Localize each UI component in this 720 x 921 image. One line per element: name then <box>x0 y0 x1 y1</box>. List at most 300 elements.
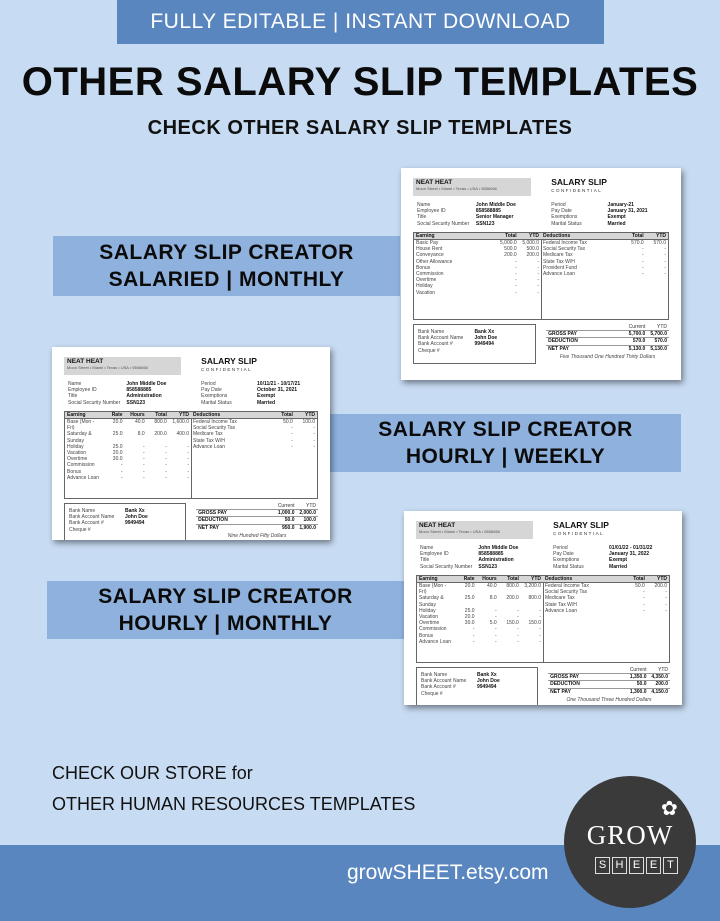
slip-title: SALARY SLIP <box>553 520 609 530</box>
cell: - <box>665 589 667 596</box>
cell: 570.0 <box>631 240 644 246</box>
pay-info <box>553 545 665 570</box>
label-line1: SALARY SLIP CREATOR <box>99 241 354 264</box>
slip-preview-hourly-monthly <box>404 511 682 705</box>
cell: - <box>165 443 167 450</box>
cell: - <box>537 289 539 296</box>
logo-letter: T <box>663 857 678 874</box>
table-row <box>65 475 191 481</box>
total-row <box>546 337 669 344</box>
field-label: Cheque # <box>418 347 440 354</box>
earnings-table <box>65 412 192 498</box>
field-label: Exemptions <box>201 393 228 400</box>
cell: - <box>165 450 167 457</box>
column-header: Deductions <box>545 576 573 582</box>
field-label: Social Security Number <box>68 399 121 406</box>
column-header: YTD <box>306 503 316 509</box>
field-label: Pay Date <box>551 208 572 215</box>
slip-title: SALARY SLIP <box>201 356 257 366</box>
table-header <box>548 667 670 673</box>
cell: Advance Loan <box>545 607 577 614</box>
cell: - <box>472 638 475 645</box>
earnings-table <box>417 576 544 662</box>
field-label: Title <box>420 557 430 564</box>
field-label: Bank Account # <box>69 520 104 527</box>
field-label: Bank Name <box>421 672 448 678</box>
cell: 200.0 <box>506 595 519 602</box>
cell: - <box>291 431 293 438</box>
field-label: Period <box>551 202 566 208</box>
cell: 200.0 <box>154 431 167 438</box>
cell: 400.0 <box>176 431 189 438</box>
cell: 40.0 <box>134 419 145 425</box>
cell: - <box>643 607 645 614</box>
field-value: John Doe <box>124 514 148 521</box>
pay-info <box>551 202 664 227</box>
field-value: 9949494 <box>124 520 145 527</box>
field-label: Employee ID <box>417 208 446 215</box>
column-header: Deductions <box>193 412 221 418</box>
employee-info <box>420 545 537 570</box>
table-header <box>414 233 541 240</box>
field-label: Bank Account # <box>421 684 456 691</box>
field-value: Senior Manager <box>475 214 514 221</box>
table-row <box>65 419 191 431</box>
cell: State Tax W/H <box>193 437 225 444</box>
column-header: Earning <box>416 233 435 239</box>
table-header <box>196 503 318 509</box>
cell: Base (Mon - Fri) <box>419 583 447 596</box>
company-name: NEAT HEAT <box>419 522 456 529</box>
field-value: Married <box>257 399 276 406</box>
cell: Holiday <box>419 607 436 614</box>
cell: - <box>643 601 645 608</box>
field-value: Exempt <box>609 557 628 564</box>
label-line2: HOURLY | MONTHLY <box>118 612 333 635</box>
field-label: Marital Status <box>553 563 584 570</box>
field-value: John Middle Doe <box>475 202 516 208</box>
company-name: NEAT HEAT <box>416 179 453 186</box>
company-address: Moon Street • Miami • Texas • USA • 5556666 <box>416 186 497 192</box>
cell: Advance Loan <box>419 638 451 645</box>
logo-letter: H <box>612 857 627 874</box>
info-row <box>551 221 664 227</box>
cell: - <box>642 252 644 259</box>
cell: 25.0 <box>464 607 475 614</box>
field-value: 9949494 <box>476 684 497 691</box>
label-line2: HOURLY | WEEKLY <box>405 445 606 468</box>
company-address: Moon Street • Miami • Texas • USA • 5556666 <box>67 365 148 371</box>
field-label: Period <box>553 545 568 551</box>
column-header: Current <box>277 503 295 509</box>
field-value: Administration <box>126 393 162 400</box>
column-header: Earning <box>419 576 438 582</box>
field-label: Title <box>417 214 427 221</box>
logo-letter: E <box>646 857 661 874</box>
column-header: Total <box>632 233 644 239</box>
cell: DEDUCTION <box>548 338 578 345</box>
cell: - <box>143 456 145 463</box>
cell: 5,700.0 <box>650 331 667 338</box>
field-value: John Doe <box>474 335 498 342</box>
field-value: SSN123 <box>475 220 495 227</box>
cell: 570.0 <box>632 338 646 345</box>
amount-in-words: Nine Hundred Fifty Dollars <box>227 533 287 539</box>
cell: Vacation <box>416 289 436 296</box>
slip-preview-salaried-monthly <box>401 168 681 380</box>
deductions-table <box>543 576 669 662</box>
bank-details <box>416 667 538 705</box>
cell: GROSS PAY <box>198 510 227 517</box>
cell: 20.0 <box>464 614 475 621</box>
field-value: 858588885 <box>478 551 504 558</box>
cell: - <box>515 283 517 290</box>
company-header <box>413 178 531 196</box>
cell: 100.0 <box>303 517 316 524</box>
field-label: Bank Account Name <box>418 335 464 342</box>
field-value <box>477 691 533 697</box>
field-label: Employee ID <box>420 551 449 558</box>
field-value: 858588885 <box>475 208 501 215</box>
cell: - <box>537 271 539 278</box>
column-header: Rate <box>463 576 475 582</box>
label-hourly-monthly <box>47 581 404 639</box>
cell: Vacation <box>419 614 439 621</box>
cell: - <box>291 425 293 432</box>
cell: - <box>665 595 667 602</box>
cell: State Tax W/H <box>543 258 575 265</box>
page-subtitle: CHECK OTHER SALARY SLIP TEMPLATES <box>147 117 573 139</box>
earnings-deductions-table <box>416 575 670 663</box>
cell: 30.0 <box>112 456 123 463</box>
cell: Overtime <box>67 456 88 463</box>
field-value: Exempt <box>257 393 276 400</box>
label-hourly-weekly <box>330 414 681 472</box>
column-header <box>196 503 275 509</box>
info-row <box>417 221 535 227</box>
total-row <box>196 524 318 531</box>
cell: - <box>495 607 497 614</box>
cell: - <box>187 468 189 475</box>
table-row <box>543 608 669 614</box>
cell: GROSS PAY <box>548 331 578 338</box>
cell: Medicare Tax <box>545 595 575 602</box>
table-row <box>541 271 668 277</box>
cell: 150.0 <box>528 620 541 627</box>
cell: 200.0 <box>655 681 668 688</box>
field-value: John Doe <box>476 678 500 685</box>
company-name: NEAT HEAT <box>67 358 104 365</box>
cell: - <box>120 468 123 475</box>
cell: 1,300.0 <box>629 688 647 695</box>
table-row <box>417 639 543 645</box>
cell: Social Security Tax <box>545 589 588 596</box>
field-value: January 31, 2022 <box>609 551 650 558</box>
field-value: SSN123 <box>478 563 498 570</box>
cell: Bonus <box>416 264 431 271</box>
cell: - <box>539 626 541 633</box>
cell: 950.0 <box>281 524 295 531</box>
cell: - <box>664 271 666 278</box>
cell: Federal Income Tax <box>193 419 237 425</box>
info-row <box>421 691 533 697</box>
cell: State Tax W/H <box>545 601 577 608</box>
cell: - <box>313 431 315 438</box>
confidential-label: CONFIDENTIAL <box>551 188 603 193</box>
cell: - <box>517 626 519 633</box>
earnings-table <box>414 233 542 319</box>
table-row <box>417 595 543 607</box>
cell: - <box>537 258 539 265</box>
totals-table <box>546 324 669 352</box>
earnings-deductions-table <box>64 411 318 499</box>
cell: 200.0 <box>526 252 539 259</box>
slip-content <box>416 520 670 703</box>
field-value: Bank Xx <box>474 329 495 335</box>
table-header <box>417 576 543 583</box>
logo-sheet <box>595 857 678 874</box>
cell: 5.0 <box>489 620 497 627</box>
info-row <box>553 564 665 570</box>
cell: - <box>291 437 293 444</box>
cell: Federal Income Tax <box>543 240 587 246</box>
amount-in-words: Five Thousand One Hundred Thirty Dollars <box>559 354 656 360</box>
amount-in-words: One Thousand Three Hundred Dollars <box>566 697 652 703</box>
cell: - <box>665 607 667 614</box>
cell: Advance Loan <box>193 443 225 450</box>
cell: - <box>495 626 497 633</box>
field-label: Name <box>68 381 82 387</box>
cell: 500.0 <box>504 246 517 253</box>
cell: 1,000.0 <box>277 510 295 517</box>
pay-info <box>201 381 313 406</box>
cell: Provident Fund <box>543 264 577 271</box>
confidential-label: CONFIDENTIAL <box>201 367 253 372</box>
cell: 5,000.0 <box>500 240 517 246</box>
cell: 3,200.0 <box>524 583 541 589</box>
cell: DEDUCTION <box>550 681 580 688</box>
cell: - <box>165 474 167 481</box>
cell: - <box>515 258 517 265</box>
column-header: Total <box>155 412 167 418</box>
cell: 100.0 <box>302 419 315 425</box>
cell: 570.0 <box>653 240 666 246</box>
table-header <box>546 324 669 330</box>
cell: - <box>517 607 519 614</box>
store-line1: CHECK OUR STORE for <box>52 763 253 783</box>
store-url[interactable]: growSHEET.etsy.com <box>347 861 549 884</box>
field-value: John Middle Doe <box>478 545 519 551</box>
cell: - <box>143 462 145 469</box>
field-value: Married <box>607 220 626 227</box>
column-header: YTD <box>657 324 667 330</box>
cell: 8.0 <box>137 431 145 438</box>
cell: 4,150.0 <box>651 688 668 695</box>
slip-title: SALARY SLIP <box>551 177 607 187</box>
cell: - <box>495 638 497 645</box>
bank-details <box>413 324 536 364</box>
cell: - <box>291 443 293 450</box>
field-label: Period <box>201 381 216 387</box>
banner-text: FULLY EDITABLE | INSTANT DOWNLOAD <box>150 10 571 33</box>
table-row <box>65 431 191 443</box>
cell: - <box>495 632 497 639</box>
cell: DEDUCTION <box>198 517 228 524</box>
cell: - <box>472 632 475 639</box>
employee-info <box>68 381 185 406</box>
cell: - <box>187 474 189 481</box>
cell: NET PAY <box>550 688 571 695</box>
field-label: Bank Name <box>418 329 445 335</box>
cell: Advance Loan <box>67 474 99 481</box>
cell: - <box>643 595 645 602</box>
field-label: Social Security Number <box>417 220 470 227</box>
cell: Conveyance <box>416 252 444 259</box>
cell: 2,000.0 <box>299 510 316 517</box>
info-row <box>201 400 313 406</box>
cell: - <box>539 632 541 639</box>
cell: Commission <box>67 462 95 469</box>
field-value: January-21 <box>607 202 634 208</box>
cell: 5,130.0 <box>650 345 667 352</box>
cell: 5,000.0 <box>522 240 539 246</box>
field-label: Exemptions <box>553 557 580 564</box>
cell: 30.0 <box>464 620 475 627</box>
column-header: YTD <box>531 576 541 582</box>
cell: Commission <box>419 626 447 633</box>
field-value: John Middle Doe <box>126 381 167 387</box>
grow-sheet-logo <box>564 776 696 908</box>
column-header: YTD <box>658 667 668 673</box>
cell: 200.0 <box>504 252 517 259</box>
cell: - <box>313 437 315 444</box>
table-row <box>191 444 317 450</box>
company-header <box>64 357 181 375</box>
cell: - <box>515 271 517 278</box>
field-value: 858588885 <box>126 387 152 394</box>
field-label: Social Security Number <box>420 563 473 570</box>
cell: 5,130.0 <box>628 345 646 352</box>
column-header <box>546 324 626 330</box>
cell: - <box>517 614 519 621</box>
cell: - <box>143 443 145 450</box>
cell: - <box>143 468 145 475</box>
table-header <box>543 576 669 583</box>
cell: NET PAY <box>198 524 219 531</box>
field-value: 01/01/22 - 01/31/22 <box>609 545 653 551</box>
cell: - <box>313 425 315 432</box>
cell: - <box>664 246 666 253</box>
info-row <box>418 348 531 354</box>
field-value <box>125 527 181 533</box>
field-value: SSN123 <box>126 399 146 406</box>
cell: - <box>539 614 541 621</box>
column-header: Current <box>628 324 646 330</box>
table-header <box>541 233 668 240</box>
page-title: OTHER SALARY SLIP TEMPLATES <box>21 60 699 104</box>
field-value: 10/11/21 - 10/17/21 <box>257 381 301 387</box>
total-row <box>196 509 318 516</box>
cell: Commission <box>416 271 444 278</box>
store-text <box>52 758 415 820</box>
field-label: Bank Account # <box>418 341 453 348</box>
cell: Bonus <box>67 468 82 475</box>
field-value: 9949494 <box>474 341 494 348</box>
cell: 150.0 <box>506 620 519 627</box>
column-header: Total <box>505 233 517 239</box>
bank-details <box>64 503 186 540</box>
cell: Overtime <box>416 277 437 284</box>
cell: Social Security Tax <box>193 425 236 432</box>
cell: - <box>642 258 644 265</box>
logo-letter: E <box>629 857 644 874</box>
column-header: YTD <box>529 233 539 239</box>
label-line1: SALARY SLIP CREATOR <box>98 585 353 608</box>
cell: Basic Pay <box>416 240 439 246</box>
cell: - <box>515 289 517 296</box>
column-header: Total <box>281 412 293 418</box>
cell: 20.0 <box>464 583 475 589</box>
cell: 800.0 <box>528 595 541 602</box>
slip-content <box>64 356 318 539</box>
cell: - <box>642 271 644 278</box>
field-label: Marital Status <box>551 220 582 227</box>
slip-preview-hourly-weekly <box>52 347 330 540</box>
field-label: Bank Name <box>69 508 96 514</box>
column-header: Current <box>629 667 647 673</box>
cell: - <box>187 456 189 463</box>
cell: 40.0 <box>486 583 497 589</box>
cell: Saturday & Sunday <box>67 431 92 444</box>
cell: 1,350.0 <box>629 674 647 681</box>
deductions-table <box>541 233 668 319</box>
column-header: YTD <box>305 412 315 418</box>
cell: - <box>120 474 123 481</box>
field-label: Pay Date <box>553 551 574 558</box>
cell: - <box>313 443 315 450</box>
column-header: YTD <box>657 576 667 582</box>
cell: Federal Income Tax <box>545 583 589 589</box>
field-label: Name <box>417 202 431 208</box>
total-row <box>196 516 318 523</box>
field-label: Marital Status <box>201 399 232 406</box>
column-header: Deductions <box>543 233 571 239</box>
field-label: Bank Account Name <box>421 678 467 685</box>
cell: 500.0 <box>526 246 539 253</box>
field-label: Exemptions <box>551 214 578 221</box>
column-header: YTD <box>656 233 666 239</box>
cell: - <box>143 450 145 457</box>
cell: Holiday <box>67 443 84 450</box>
cell: - <box>165 462 167 469</box>
cell: 1,600.0 <box>172 419 189 425</box>
field-value: Administration <box>478 557 514 564</box>
cell: Medicare Tax <box>543 252 573 259</box>
field-label: Bank Account Name <box>69 514 115 521</box>
field-label: Cheque # <box>421 690 443 697</box>
field-value <box>474 348 530 354</box>
column-header: Total <box>633 576 645 582</box>
company-address: Moon Street • Miami • Texas • USA • 5556666 <box>419 529 500 535</box>
cell: - <box>187 443 189 450</box>
column-header: Hours <box>130 412 145 418</box>
cell: 570.0 <box>654 338 667 345</box>
column-header: Earning <box>67 412 86 418</box>
cell: - <box>143 474 145 481</box>
confidential-label: CONFIDENTIAL <box>553 531 605 536</box>
table-header <box>65 412 191 419</box>
field-value: Bank Xx <box>476 672 497 678</box>
